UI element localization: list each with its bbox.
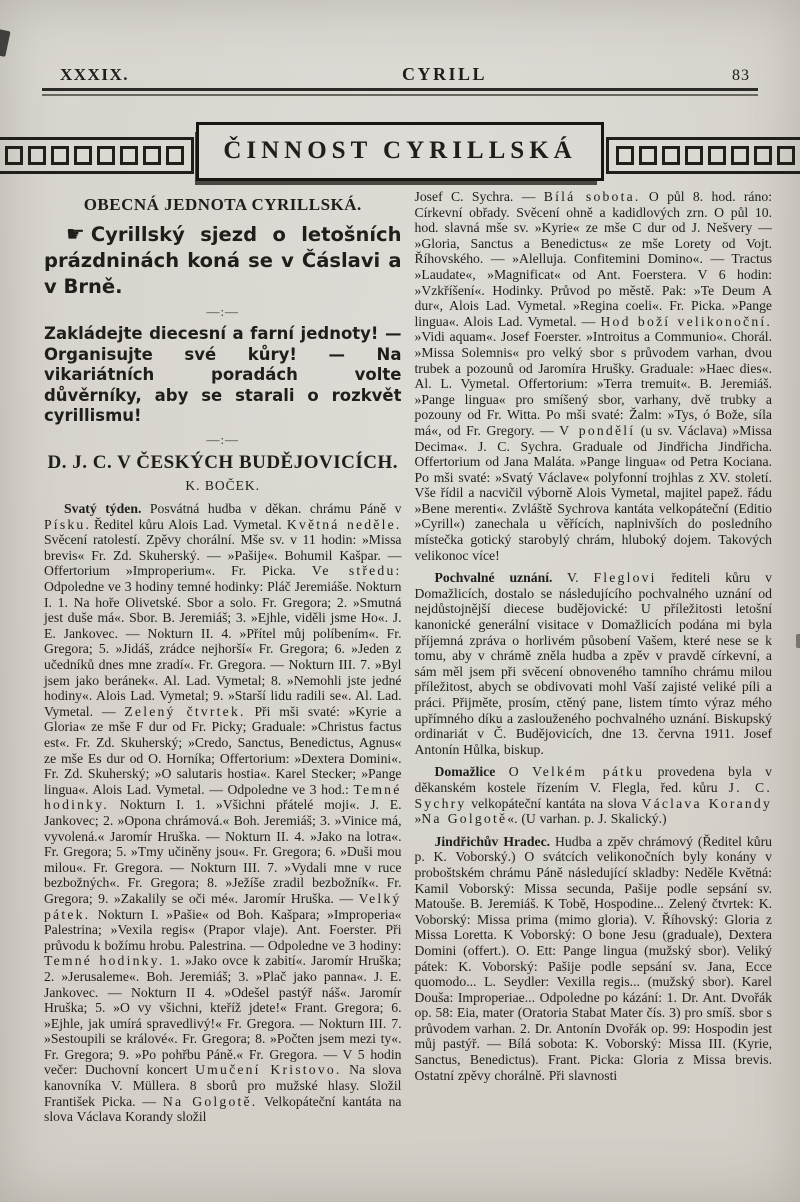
text-run: »Vidi aquam«. Josef Foerster. »Introitus a Communio«. Chorál. »Missa Solemnis« pro velký sbor s průvodem varhan, dvou trubek a pozounů od Jaromíra Hrušky. Graduale: »Haec dies«. Al. L. Vymetal. Offertorium: »Terra tremuit«. B. Jeremiáš. »Pange lingua« pro smíšený sbor, varhany, dvě trubky a pozouny od Fr. Witta. Po mši svaté: Žalm: »Tys, ó Bože, síla má«, od Fr. Gregory. — [414, 329, 772, 438]
emphasized-text: Jindřichův Hradec. [434, 833, 551, 849]
emphasized-text: Umučení Kristovo. [195, 1062, 342, 1078]
text-run: Na slova kanovníka V. Müllera. 8 sborů pro mužské hlasy. Složil František Picka. — [44, 1062, 402, 1109]
page-header [0, 0, 800, 85]
ornament-square [74, 146, 92, 165]
left-column [44, 189, 402, 1132]
text-run: » [414, 811, 422, 827]
text-run: Velkopáteční kantáta na slova Václava Korandy složil [44, 1093, 402, 1125]
section-title-obecna-jednota: OBECNÁ JEDNOTA CYRILLSKÁ. [83, 195, 362, 214]
emphasized-text: Bílá sobota. [543, 189, 641, 204]
text-run: O půl 8. hod. ráno: Církevní obřady. Svěcení ohně a kadidlových zrn. O půl 10. hod. slavná mše sv. »Kyrie« ze mše C dur od J. Nešvery — »Gloria, Sanctus a Benedictus« ze mše Lorety od Vojt. Říhovského. — »Alelluja. Confitemini Domino«. — Tractus »Laudate«, »Magnificat« od Ant. Foerstera. V 6 hodin: »Vzkříšení«. Hodinky. Průvod po městě. Pak: »Te Deum A dur«, Alois Lad. Vymetal. »Regina coeli«. Fr. Picka. »Pange lingua«. Alois Lad. Vymetal. — [414, 189, 772, 329]
ornament-square [97, 146, 115, 165]
emphasized-text: Domažlice [434, 764, 496, 780]
text-run: provedena byla v děkanském kostele řízením V. Flegla, řed. kůru [414, 764, 772, 795]
paragraph [415, 834, 773, 1084]
emphasized-text: Velkém pátku [532, 764, 645, 780]
manicule-icon: ☛ [66, 222, 85, 246]
ornament-square [143, 146, 161, 165]
emphasized-text: V pondělí [559, 422, 636, 438]
ornament-square [754, 146, 772, 165]
text-run: O [495, 764, 533, 780]
ornament-square [616, 146, 634, 165]
banner-title-box [196, 122, 603, 181]
paragraph [415, 570, 773, 757]
ornament-squares-right [606, 137, 800, 174]
emphasized-text: Temné hodinky. [44, 953, 165, 969]
emphasized-text: Hod boží velikonoční. [600, 313, 772, 329]
emphasized-text: Na Golgotě. [162, 1093, 258, 1109]
paragraph [415, 189, 773, 563]
appeal-notice: Zakládejte diecesní a farní jednoty! — Organisujte své kůry! — Na vikariátních poradách volte důvěrníky, aby se starali o rozkvět cyrillismu! [44, 323, 402, 426]
paragraph-svaty-tyden [44, 501, 402, 1125]
text-run: . Ředitel kůru Alois Lad. Vymetal. [85, 516, 287, 532]
text-run: Svěcení ratolestí. Zpěvy chorální. Mše sv. v 11 hodin: »Missa brevis« Fr. Zd. Skuherský. — »Pašije«. Bohumil Kašpar. — Offertorium »Improperium«. Fr. Picka. [44, 532, 402, 579]
text-run: Odpoledne ve 3 hodiny temné hodinky: Pláč Jeremiáše. Nokturn I. 1. Na hoře Olivetské. Sbor a solo. Fr. Gregora; 2. »Smutná jest duše má«. Sbor. B. Jeremiáš; 3. »Ejhle, viděli jsme Ho«. J. E. Jankovec. — Nokturn II. 4. »Přítel můj políbením«. Fr. Gregora; 5. »Jidáš, zrádce nejhorší« Fr. Gregora; 6. »Jeden z učedníků dnes mne zradí«. Fr. Gregora. — Nokturn III. 7. »Byl jsem jako beránek«. Al. Lad. Vymetal; 8. »Nemohli jste jedné hodiny«. Alois Lad. Vymetal; 9. »Starší lidu radili se«. Al. Lad. Vymetal. — [44, 579, 402, 719]
emphasized-text: Květná neděle. [286, 516, 402, 532]
volume-number: XXXIX. [60, 65, 129, 84]
text-run: velkopáteční kantáta na slova [466, 795, 642, 811]
text-run: řediteli kůru v Domažlicích, dostalo se následujícího pochvalného uznání od nejdůstojnější diecese budějovické: U příležitosti letošní kanonické generální visitace v Domažlicích podána mi byla příjemná zpráva o horlivém působení Vašem, které nese se k tomu, aby v chrámě zněla hudba a zpěv v pravdě církevní, a sám měl jsem při svěcení obnoveného tamního chrámu milou příležitost, abych se obdivovati mohl Vaší zajisté veliké píli a práci. Přijměte, prosím, ctěný pane, listem tímto výraz mého upřímného díku a zaslouženého pochvalného uznání. Biskupský ordinariát v Č. Budějovicích, dne 13. června 1911. Josef Antonín Hůlka, biskup. [414, 570, 772, 757]
text-run: 1. »Jako ovce k zabití«. Jaromír Hruška; 2. »Jerusaleme«. Boh. Jeremiáš; 3. »Plač jako panna«. J. E. Jankovec. — Nokturn II 4. »Odešel pastýř náš«. Jaromír Hruška; 5. »O vy všichni, kteříž jdete!« Frant. Gregora; 6. »Ejhle, jak umírá spravedlivý!« Fr. Gregora. — Nokturn III. 7. »Sestoupili se králové«. Fr. Gregora; 8. »Počten jsem mezi ty«. Fr. Gregora; 9. »Po pohřbu Páně.« Fr. Gregora. — V 5 hodin večer: Duchovní koncert [44, 953, 402, 1078]
ornament-square [685, 146, 703, 165]
text-run: Nokturn I. 1. »Všichni přátelé moji«. J. E. Jankovec; 2. »Opona chrámová.« Boh. Jeremiáš; 3. »Vinice má, vyvolená.« Jaromír Hruška. — Nokturn II. 4. »Jako na lotra«. Fr. Gregora; 5. »Tmy učiněny jsou«. Fr. Gregora; 6. »Duši mou milou«. Fr. Gregora. — Nokturn III. 7. »Vydali mne v ruce bezbožných«. Fr. Gregora; 8. »Ježíše zradil bezbožník«. Fr. Gregora; 9. »Zakalily se oči mé«. Jaromír Hruška. — [44, 797, 402, 906]
emphasized-text: Svatý týden. [64, 501, 142, 517]
text-run: Nokturn I. »Pašie« od Boh. Kašpara; »Improperia« Palestrina; »Vexila regis« (Prapor vlaje). Ant. Foerster. Při průvodu k božímu hrobu. Palestrina. — Odpoledne ve 3 hodiny: [44, 906, 402, 953]
right-column [415, 189, 773, 1132]
ornament-square [28, 146, 46, 165]
divider: —:— [206, 432, 240, 448]
emphasized-text: Fleglovi [593, 570, 657, 586]
emphasized-text: Zelený čtvrtek. [124, 703, 246, 719]
ornament-square [51, 146, 69, 165]
ornament-square [166, 146, 184, 165]
congress-notice [44, 221, 402, 299]
ornament-square [639, 146, 657, 165]
text-run: Josef C. Sychra. — [414, 189, 544, 204]
text-run: Posvátná hudba v děkan. chrámu Páně v [141, 501, 402, 517]
emphasized-text: Václava Korandy [641, 795, 772, 811]
journal-title: CYRILL [401, 64, 487, 84]
section-title-budejovice: D. J. C. V ČESKÝCH BUDĚJOVICÍCH. [47, 452, 398, 474]
text-run: Hudba a zpěv chrámový (Ředitel kůru p. K. Voborský.) O svátcích velikonočních byly konány v proboštském chrámu Páně následující skladby: Neděle Květná: Kamil Voborský: Missa secunda, Pašije podle sepsání sv. Matouše. B. Jeremiáš. K Tobě, Hospodine... Zelený čtvrtek: K. Voborský: Missa prima (mimo gloria). V. Říhovský: Gloria z Missa Loretta. K Voborský: O bone Jesu (graduale), Dextera Domini (offert.). O. Ett: Pange lingua (mužský sbor). Veliký pátek: K. Voborský: Pašije podle sepsání sv. Jana, Ecce quomodo... L. Seydler: Vexilla regis... (mužský sbor). Karel Douša: Improperiae... Odpoledne po kázání: 1. Dr. Ant. Dvořák op. 58: Eia, mater (Oratoria Stabat Mater čís. 3) pro smíš. sbor s průvodem varhan. 2. Dr. Antonín Dvořák op. 99: Hospodin jest můj pastýř. — Bílá sobota: K. Voborský: Missa III. (Kyrie, Sanctus, Benedictus). Frant. Picka: Gloria z Missa brevis. Ostatní zpěvy chorálně. Při slavnosti [414, 833, 772, 1083]
section-author: K. BOČEK. [185, 478, 261, 494]
emphasized-text: Velký pátek. [44, 890, 402, 922]
banner-title: ČINNOST CYRILLSKÁ [223, 137, 577, 164]
section-banner [0, 122, 800, 181]
congress-notice-text: Cyrillský sjezd o letošních prázdninách koná se v Čáslavi a v Brně. [44, 223, 402, 298]
emphasized-text: Pochvalné uznání. [434, 570, 553, 586]
ornament-square [777, 146, 795, 165]
emphasized-text: Na Golgotě [421, 811, 508, 827]
header-rule [42, 88, 758, 96]
page-number: 83 [732, 67, 750, 84]
ornament-squares-left [0, 137, 194, 174]
paragraph [415, 764, 773, 826]
ornament-square [662, 146, 680, 165]
scan-artifact [796, 634, 800, 648]
text-run: V. [552, 570, 594, 586]
text-run: Při mši svaté: »Kyrie a Gloria« ze mše F dur od Fr. Picky; Graduale: »Christus factus est«. Fr. Zd. Skuherský; »Credo, Sanctus, Benedictus, Agnus« ze mše Es dur od O. Horníka; Offertorium: »Dextera Domini«. Fr. Zd. Skuherský; »O salutaris hostia«. Karel Stecker; »Pange lingua«. Alois Lad. Vymetal. — Odpoledne ve 3 hod.: [44, 703, 402, 797]
divider: —:— [206, 303, 240, 319]
two-column-body [0, 181, 800, 1132]
text-run: «. (U varhan. p. J. Skalický.) [507, 811, 667, 827]
ornament-square [708, 146, 726, 165]
text-run: (u sv. Václava) »Missa Decima«. J. C. Sychra. Graduale od Jindřicha Jindřicha. Offertorium od Jana Maláta. »Pange lingua« od Petra Kociana. Po mši svaté: »Svatý Václave« polyfonní trojhlas z XV. století. Vše řídil a nacvičil výborně Alois Vymetal, majitel papež. řádu »Bene merenti«. Zvláště Sychrova kantáta velkopáteční (Editio »Cyrill«) zanechala u věřících, naplnivších do posledního místečka gotický starobylý chrám, hluboký dojem. Takových velikonoc více! [414, 422, 772, 563]
ornament-square [731, 146, 749, 165]
emphasized-text: Ve středu: [311, 563, 402, 579]
ornament-square [5, 146, 23, 165]
emphasized-text: Temné hodinky. [44, 781, 402, 813]
ornament-square [120, 146, 138, 165]
emphasized-text: Písku [44, 516, 86, 532]
emphasized-text: J. C. Sychry [414, 779, 772, 811]
